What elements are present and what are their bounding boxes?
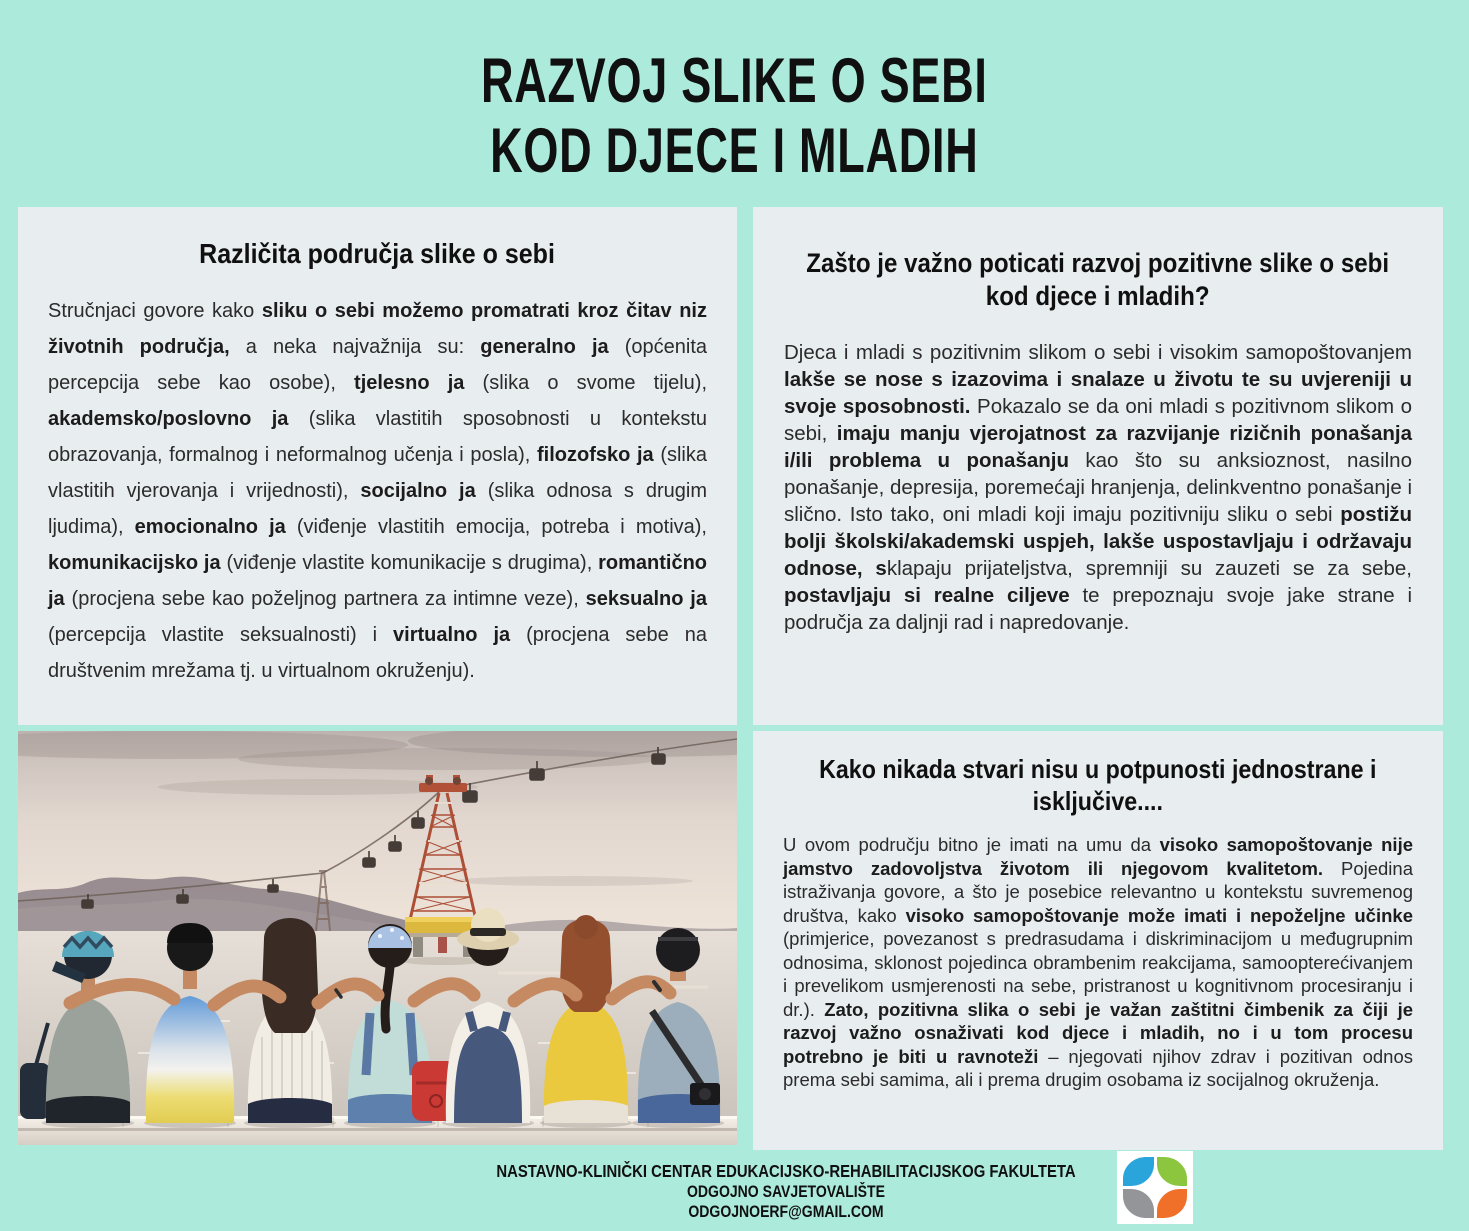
section-why-paragraph: Djeca i mladi s pozitivnim slikom o sebi i visokim samopoštovanjem lakše se nose s izazovima i snalaze u životu te su uvjereniji u svoje sposobnosti. Pokazalo se da oni mladi s pozitivnom slikom o sebi, imaju manju vjerojatnost za razvijanje rizičnih ponašanja i/ili problema u ponašanju kao što su anksioznost, nasilno ponašanje, depresija, poremećaji hranjenja, delinkventno ponašanje i slično. Isto tako, oni mladi koji imaju pozitivniju sliku o sebi postižu bolji školski/akademski uspjeh, lakše uspostavljaju i održavaju odnose, sklapaju prijateljstva, spremniji su zauzeti se za sebe, postavljaju si realne ciljeve te prepoznaju svoje jake strane i područja za daljnji rad i napredovanje. <box>784 341 1412 634</box>
title-line-2: KOD DJECE I MLADIH <box>490 116 979 186</box>
section-areas-paragraph: Stručnjaci govore kako sliku o sebi možemo promatrati kroz čitav niz životnih područja, a neka najvažnija su: generalno ja (općenita percepcija sebe kao osobe), tjelesno ja (slika o svome tijelu), akademsko/poslovno ja (slika vlastitih sposobnosti u kontekstu obrazovanja, formalnog i neformalnog učenja i posla), filozofsko ja (slika vlastitih vjerovanja i vrijednosti), socijalno ja (slika odnosa s drugim ljudima), emocionalno ja (viđenje vlastitih emocija, potreba i motiva), komunikacijsko ja (viđenje vlastite komunikacije s drugima), romantično ja (procjena sebe kao poželjnog partnera za intimne veze), seksualno ja (percepcija vlastite seksualnosti) i virtualno ja (procjena sebe na društvenim mrežama tj. u virtualnom okruženju). <box>48 300 708 682</box>
logo-petal-gray <box>1123 1189 1154 1218</box>
section-balance-paragraph: U ovom području bitno je imati na umu da visoko samopoštovanje nije jamstvo zadovoljstva životom ili njegovom kvalitetom. Pojedina istraživanja govore, a što je posebice relevantno u kontekstu suvremenog društva, kako visoko samopoštovanje može imati i nepoželjne učinke (primjerice, povezanost s predrasudama i diskriminacijom u međugrupnim odnosima, sklonost pojedinca obrambenim reakcijama, samoopterećivanjem i prevelikom usmjerenosti na sebe, pristranost u kognitivnom procesiranju i dr.). Zato, pozitivna slika o sebi je važan zaštitni čimbenik za čiji je razvoj važno osnaživati kod djece i mladih, no i u tom procesu potrebno je biti u ravnoteži – njegovati njihov zdrav i pozitivan odnos prema sebi samima, ali i prema drugim osobama iz socijalnog okruženja. <box>783 834 1414 1090</box>
erf-logo <box>1117 1151 1193 1224</box>
logo-petal-orange <box>1157 1189 1188 1218</box>
logo-petal-blue <box>1123 1157 1154 1186</box>
friends-photo-illustration <box>18 731 737 1145</box>
section-areas-heading: Različita područja slike o sebi <box>199 238 556 269</box>
footer-email: ODGOJNOERF@GMAIL.COM <box>688 1203 884 1221</box>
footer <box>445 1160 1127 1222</box>
logo-petal-green <box>1157 1157 1188 1186</box>
section-areas-of-self-image <box>18 207 737 725</box>
section-balance <box>753 731 1443 1150</box>
page-title <box>0 46 1469 186</box>
footer-department: ODGOJNO SAVJETOVALIŠTE <box>686 1183 885 1201</box>
footer-organization: NASTAVNO-KLINIČKI CENTAR EDUKACIJSKO-REHABILITACIJSKOG FAKULTETA <box>496 1161 1076 1181</box>
title-line-1: RAZVOJ SLIKE O SEBI <box>481 46 988 116</box>
friends-photo <box>18 731 737 1145</box>
section-why-positive-self-image <box>753 207 1443 725</box>
section-why-heading: Zašto je važno poticati razvoj pozitivne slike o sebi kod djece i mladih? <box>806 248 1390 311</box>
section-balance-heading: Kako nikada stvari nisu u potpunosti jednostrane i isključive.... <box>819 754 1377 816</box>
